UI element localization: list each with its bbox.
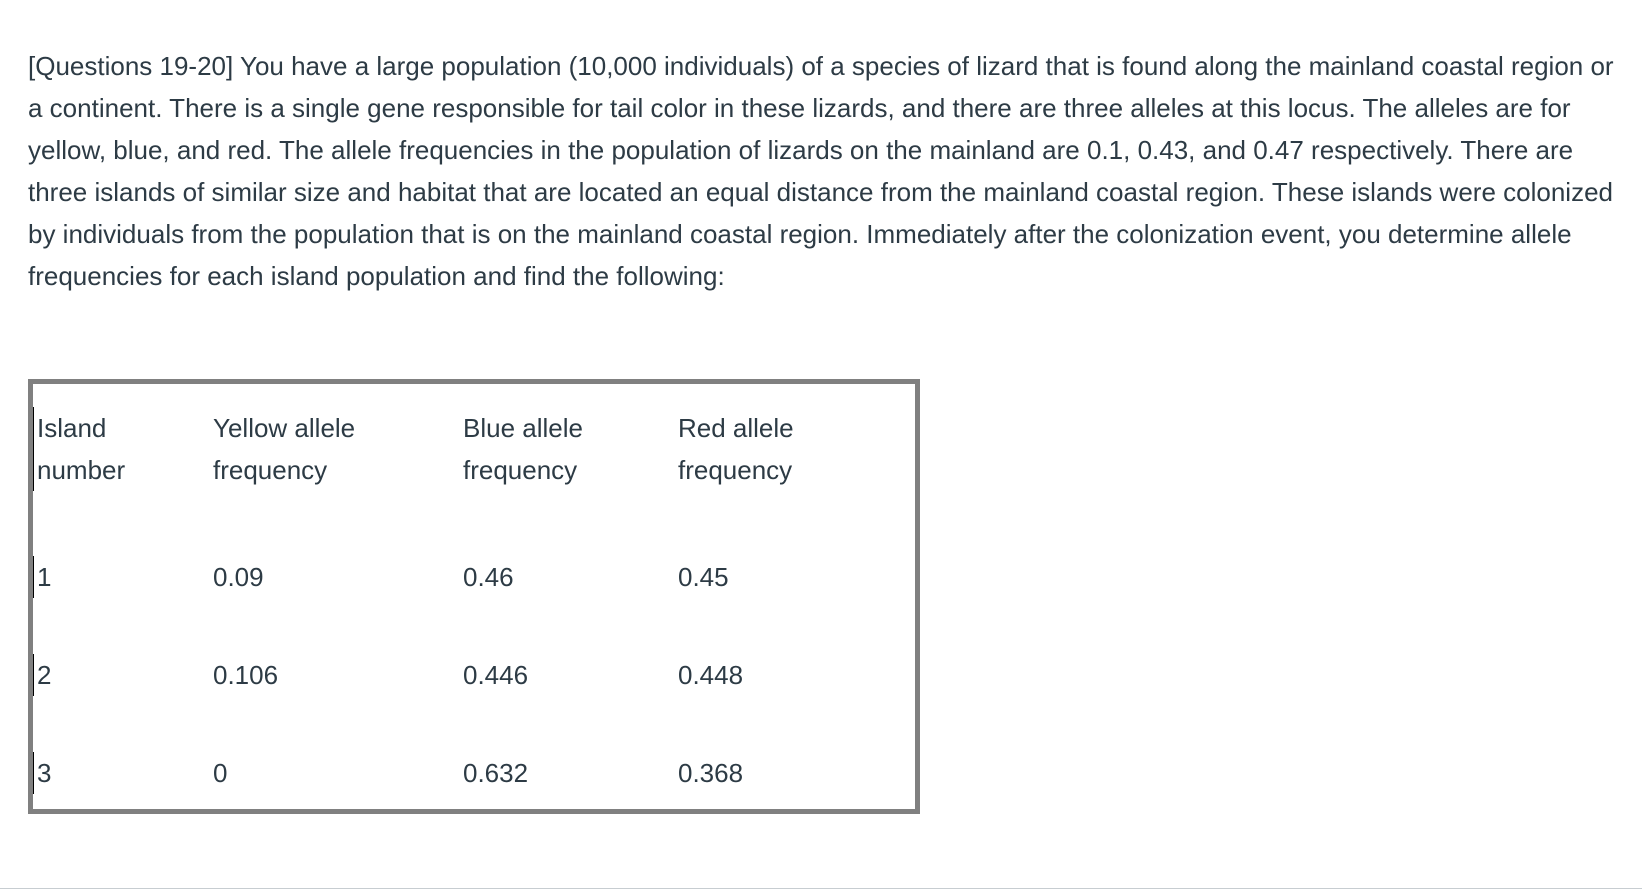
header-line: number [37, 455, 126, 485]
bottom-divider [0, 888, 1642, 889]
header-blue-frequency [463, 384, 678, 556]
question-text: [Questions 19-20] You have a large population (10,000 individuals) of a species of lizard that is found along the mainland coastal region or a continent. There is a single gene responsible for tail color in these lizards, and there are three alleles at this locus. The alleles are for yellow, blue, and red. The allele frequencies in the population of lizards on the mainland are 0.1, 0.43, and 0.47 respectively. There are three islands of similar size and habitat that are located an equal distance from the mainland coastal region. These islands were colonized by individuals from the population that is on the mainland coastal region. Immediately after the colonization event, you determine allele frequencies for each island population and find the following: [28, 51, 1614, 291]
yellow-frequency-cell: 0 [213, 758, 228, 788]
red-frequency-cell: 0.368 [678, 758, 744, 788]
header-red-frequency [678, 384, 915, 556]
red-frequency-cell: 0.448 [678, 660, 744, 690]
table-row [33, 654, 915, 752]
table-row [33, 556, 915, 654]
island-number-cell: 2 [33, 654, 213, 752]
allele-frequency-table-frame [28, 379, 920, 814]
header-line: frequency [678, 455, 793, 485]
island-number-cell: 1 [33, 556, 213, 654]
table-header-row [33, 384, 915, 556]
header-line: Island [37, 413, 107, 443]
island-number-cell: 3 [33, 752, 213, 850]
blue-frequency-cell: 0.632 [463, 758, 529, 788]
header-line: Red allele [678, 413, 794, 443]
red-frequency-cell: 0.45 [678, 562, 729, 592]
header-line: frequency [213, 455, 328, 485]
yellow-frequency-cell: 0.106 [213, 660, 279, 690]
blue-frequency-cell: 0.46 [463, 562, 514, 592]
yellow-frequency-cell: 0.09 [213, 562, 264, 592]
blue-frequency-cell: 0.446 [463, 660, 529, 690]
table-row [33, 752, 915, 850]
header-island-number [33, 384, 213, 556]
header-line: frequency [463, 455, 578, 485]
header-line: Blue allele [463, 413, 583, 443]
header-line: Yellow allele [213, 413, 356, 443]
allele-frequency-table [33, 384, 915, 850]
header-yellow-frequency [213, 384, 463, 556]
